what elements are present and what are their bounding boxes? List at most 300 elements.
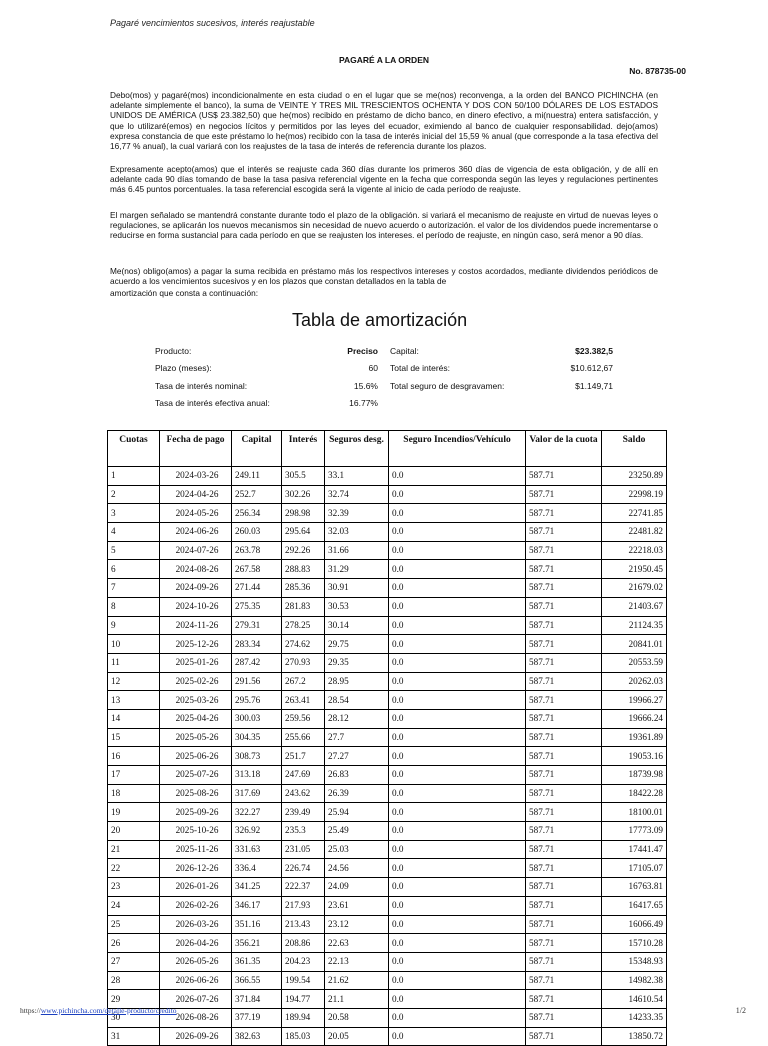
table-row xyxy=(108,1008,667,1027)
cell-fecha: 2025-08-26 xyxy=(160,784,232,803)
cell-seguro-incendios: 0.0 xyxy=(389,1008,526,1027)
cell-seguro-desg: 28.54 xyxy=(325,691,389,710)
cell-interes: 243.62 xyxy=(282,784,325,803)
cell-fecha: 2025-04-26 xyxy=(160,709,232,728)
table-row xyxy=(108,467,667,486)
header-valor-cuota: Valor de la cuota xyxy=(526,431,602,467)
cell-seguro-desg: 22.13 xyxy=(325,952,389,971)
cell-valor-cuota: 587.71 xyxy=(526,728,602,747)
cell-saldo: 17105.07 xyxy=(602,859,667,878)
cell-valor-cuota: 587.71 xyxy=(526,896,602,915)
cell-capital: 300.03 xyxy=(232,709,282,728)
cell-capital: 260.03 xyxy=(232,523,282,542)
tasa-nominal-label: Tasa de interés nominal: xyxy=(155,381,248,391)
cell-fecha: 2026-07-26 xyxy=(160,990,232,1009)
paragraph-terms: Debo(mos) y pagaré(mos) incondicionalmente en esta ciudad o en el lugar que se me(nos) reconvenga, a la orden del BANCO PICHINCHA (en adelante simplemente el banco), la suma de VEINTE Y TRES MIL TRESCIENTOS OCHENTA Y DOS CON 50/100 DÓLARES DE LOS ESTADOS UNIDOS DE AMÉRICA (US$ 23.382,50) que he(mos) recibido en préstamo de dicho banco, en dinero efectivo, a mi(nuestra) entera satisfacción, y que lo utilizaré(emos) en negocios lícitos y permitidos por las leyes del ecuador, eximiendo al banco de cualquier responsabilidad. dejo(amos) expresa constancia de que este préstamo lo he(mos) recibido con la tasa de interés inicial del 15,59 % anual (que corresponde a la tasa efectiva del 16,77 % anual), la cual variará con los reajustes de la tasa de interés de referencia durante los plazos. xyxy=(110,90,658,152)
cell-seguro-incendios: 0.0 xyxy=(389,523,526,542)
table-row xyxy=(108,822,667,841)
cell-valor-cuota: 587.71 xyxy=(526,840,602,859)
cell-saldo: 16763.81 xyxy=(602,878,667,897)
cell-saldo: 15710.28 xyxy=(602,934,667,953)
cell-saldo: 19666.24 xyxy=(602,709,667,728)
cell-seguro-desg: 22.63 xyxy=(325,934,389,953)
cell-saldo: 21124.35 xyxy=(602,616,667,635)
cell-valor-cuota: 587.71 xyxy=(526,822,602,841)
cell-interes: 305.5 xyxy=(282,467,325,486)
cell-saldo: 21950.45 xyxy=(602,560,667,579)
cell-cuota: 27 xyxy=(108,952,160,971)
cell-valor-cuota: 587.71 xyxy=(526,523,602,542)
table-row xyxy=(108,971,667,990)
cell-fecha: 2025-03-26 xyxy=(160,691,232,710)
table-row xyxy=(108,952,667,971)
cell-fecha: 2026-05-26 xyxy=(160,952,232,971)
cell-fecha: 2024-08-26 xyxy=(160,560,232,579)
cell-seguro-desg: 25.94 xyxy=(325,803,389,822)
cell-capital: 295.76 xyxy=(232,691,282,710)
header-seguros-desg: Seguros desg. xyxy=(325,431,389,467)
table-row xyxy=(108,840,667,859)
table-row xyxy=(108,616,667,635)
cell-seguro-desg: 33.1 xyxy=(325,467,389,486)
cell-valor-cuota: 587.71 xyxy=(526,784,602,803)
cell-valor-cuota: 587.71 xyxy=(526,803,602,822)
cell-seguro-desg: 29.35 xyxy=(325,653,389,672)
cell-capital: 331.63 xyxy=(232,840,282,859)
cell-interes: 189.94 xyxy=(282,1008,325,1027)
cell-capital: 361.35 xyxy=(232,952,282,971)
cell-valor-cuota: 587.71 xyxy=(526,971,602,990)
cell-seguro-desg: 31.29 xyxy=(325,560,389,579)
cell-interes: 295.64 xyxy=(282,523,325,542)
table-row xyxy=(108,560,667,579)
seguro-desgravamen-label: Total seguro de desgravamen: xyxy=(390,381,505,391)
plazo-label: Plazo (meses): xyxy=(155,363,212,373)
cell-fecha: 2026-04-26 xyxy=(160,934,232,953)
cell-seguro-incendios: 0.0 xyxy=(389,579,526,598)
cell-fecha: 2026-12-26 xyxy=(160,859,232,878)
table-row xyxy=(108,672,667,691)
paragraph-obligation: Me(nos) obligo(amos) a pagar la suma recibida en préstamo más los respectivos intereses y costos acordados, mediante dividendos periódicos de acuerdo a los vencimientos sucesivos y en los plazos que constan detallados en la tabla de xyxy=(110,266,658,287)
cell-saldo: 19361.89 xyxy=(602,728,667,747)
cell-capital: 341.25 xyxy=(232,878,282,897)
cell-seguro-desg: 23.61 xyxy=(325,896,389,915)
cell-capital: 356.21 xyxy=(232,934,282,953)
cell-cuota: 21 xyxy=(108,840,160,859)
cell-saldo: 22741.85 xyxy=(602,504,667,523)
cell-fecha: 2024-10-26 xyxy=(160,597,232,616)
cell-cuota: 15 xyxy=(108,728,160,747)
plazo-value: 60 xyxy=(368,363,378,373)
cell-saldo: 16417.65 xyxy=(602,896,667,915)
cell-interes: 208.86 xyxy=(282,934,325,953)
cell-seguro-desg: 26.83 xyxy=(325,766,389,785)
table-row xyxy=(108,728,667,747)
cell-fecha: 2026-01-26 xyxy=(160,878,232,897)
cell-seguro-desg: 30.14 xyxy=(325,616,389,635)
cell-seguro-incendios: 0.0 xyxy=(389,747,526,766)
cell-seguro-desg: 28.12 xyxy=(325,709,389,728)
table-row xyxy=(108,541,667,560)
cell-seguro-incendios: 0.0 xyxy=(389,467,526,486)
cell-interes: 288.83 xyxy=(282,560,325,579)
cell-valor-cuota: 587.71 xyxy=(526,952,602,971)
cell-valor-cuota: 587.71 xyxy=(526,672,602,691)
cell-saldo: 13850.72 xyxy=(602,1027,667,1046)
cell-seguro-incendios: 0.0 xyxy=(389,896,526,915)
tasa-efectiva-value: 16.77% xyxy=(349,398,378,408)
amortization-heading: Tabla de amortización xyxy=(292,310,468,330)
cell-capital: 279.31 xyxy=(232,616,282,635)
cell-seguro-incendios: 0.0 xyxy=(389,616,526,635)
cell-interes: 274.62 xyxy=(282,635,325,654)
cell-valor-cuota: 587.71 xyxy=(526,485,602,504)
cell-seguro-incendios: 0.0 xyxy=(389,635,526,654)
cell-fecha: 2024-04-26 xyxy=(160,485,232,504)
table-row xyxy=(108,1027,667,1046)
cell-valor-cuota: 587.71 xyxy=(526,504,602,523)
header-interes: Interés xyxy=(282,431,325,467)
cell-interes: 278.25 xyxy=(282,616,325,635)
cell-cuota: 6 xyxy=(108,560,160,579)
cell-seguro-incendios: 0.0 xyxy=(389,803,526,822)
cell-capital: 256.34 xyxy=(232,504,282,523)
cell-valor-cuota: 587.71 xyxy=(526,597,602,616)
cell-capital: 377.19 xyxy=(232,1008,282,1027)
cell-seguro-incendios: 0.0 xyxy=(389,597,526,616)
cell-saldo: 20553.59 xyxy=(602,653,667,672)
cell-cuota: 26 xyxy=(108,934,160,953)
cell-cuota: 24 xyxy=(108,896,160,915)
cell-seguro-desg: 25.03 xyxy=(325,840,389,859)
cell-interes: 199.54 xyxy=(282,971,325,990)
page-number: 1/2 xyxy=(735,1006,746,1015)
cell-seguro-desg: 30.91 xyxy=(325,579,389,598)
table-row xyxy=(108,803,667,822)
amortization-table-body xyxy=(108,467,667,1046)
cell-saldo: 14982.38 xyxy=(602,971,667,990)
table-row xyxy=(108,766,667,785)
footer-url-prefix: https:// xyxy=(20,1006,41,1015)
total-interes-value: $10.612,67 xyxy=(570,363,613,373)
cell-fecha: 2025-02-26 xyxy=(160,672,232,691)
cell-interes: 185.03 xyxy=(282,1027,325,1046)
cell-valor-cuota: 587.71 xyxy=(526,709,602,728)
cell-seguro-incendios: 0.0 xyxy=(389,915,526,934)
paragraph-margin: El margen señalado se mantendrá constante durante todo el plazo de la obligación. si variará el mecanismo de reajuste en virtud de nuevas leyes o regulaciones, se aplicarán los nuevos mecanismos sin necesidad de nuevo acuerdo o autorización. el valor de los dividendos puede incrementarse o reducirse en forma sustancial para cada período en que se reajusten los intereses. el período de reajuste, en ningún caso, será menor a 90 días. xyxy=(110,210,658,241)
header-cuotas: Cuotas xyxy=(108,431,160,467)
table-row xyxy=(108,915,667,934)
document-title: PAGARÉ A LA ORDEN xyxy=(338,55,430,65)
cell-interes: 281.83 xyxy=(282,597,325,616)
cell-seguro-desg: 21.1 xyxy=(325,990,389,1009)
cell-fecha: 2025-11-26 xyxy=(160,840,232,859)
cell-seguro-desg: 28.95 xyxy=(325,672,389,691)
cell-valor-cuota: 587.71 xyxy=(526,467,602,486)
cell-cuota: 12 xyxy=(108,672,160,691)
cell-cuota: 3 xyxy=(108,504,160,523)
cell-seguro-desg: 21.62 xyxy=(325,971,389,990)
cell-seguro-incendios: 0.0 xyxy=(389,784,526,803)
cell-cuota: 1 xyxy=(108,467,160,486)
cell-seguro-desg: 24.09 xyxy=(325,878,389,897)
cell-capital: 317.69 xyxy=(232,784,282,803)
cell-cuota: 10 xyxy=(108,635,160,654)
cell-fecha: 2026-02-26 xyxy=(160,896,232,915)
cell-seguro-incendios: 0.0 xyxy=(389,709,526,728)
cell-cuota: 31 xyxy=(108,1027,160,1046)
table-row xyxy=(108,635,667,654)
cell-seguro-incendios: 0.0 xyxy=(389,691,526,710)
cell-cuota: 11 xyxy=(108,653,160,672)
cell-cuota: 28 xyxy=(108,971,160,990)
cell-saldo: 22998.19 xyxy=(602,485,667,504)
cell-saldo: 17773.09 xyxy=(602,822,667,841)
table-row xyxy=(108,896,667,915)
cell-valor-cuota: 587.71 xyxy=(526,1027,602,1046)
header-saldo: Saldo xyxy=(602,431,667,467)
cell-seguro-desg: 31.66 xyxy=(325,541,389,560)
document-type: Pagaré vencimientos sucesivos, interés reajustable xyxy=(110,18,315,28)
cell-cuota: 13 xyxy=(108,691,160,710)
cell-cuota: 8 xyxy=(108,597,160,616)
cell-seguro-desg: 25.49 xyxy=(325,822,389,841)
cell-valor-cuota: 587.71 xyxy=(526,1008,602,1027)
table-row xyxy=(108,934,667,953)
table-row xyxy=(108,990,667,1009)
cell-saldo: 19966.27 xyxy=(602,691,667,710)
cell-valor-cuota: 587.71 xyxy=(526,766,602,785)
table-row xyxy=(108,485,667,504)
cell-capital: 271.44 xyxy=(232,579,282,598)
cell-valor-cuota: 587.71 xyxy=(526,915,602,934)
cell-capital: 283.34 xyxy=(232,635,282,654)
cell-capital: 382.63 xyxy=(232,1027,282,1046)
cell-seguro-incendios: 0.0 xyxy=(389,766,526,785)
cell-cuota: 20 xyxy=(108,822,160,841)
cell-cuota: 18 xyxy=(108,784,160,803)
cell-valor-cuota: 587.71 xyxy=(526,934,602,953)
cell-valor-cuota: 587.71 xyxy=(526,990,602,1009)
cell-interes: 285.36 xyxy=(282,579,325,598)
table-row xyxy=(108,709,667,728)
cell-fecha: 2025-06-26 xyxy=(160,747,232,766)
cell-capital: 371.84 xyxy=(232,990,282,1009)
cell-cuota: 22 xyxy=(108,859,160,878)
cell-fecha: 2024-06-26 xyxy=(160,523,232,542)
cell-saldo: 20262.03 xyxy=(602,672,667,691)
cell-fecha: 2024-05-26 xyxy=(160,504,232,523)
cell-saldo: 14610.54 xyxy=(602,990,667,1009)
cell-interes: 251.7 xyxy=(282,747,325,766)
cell-cuota: 4 xyxy=(108,523,160,542)
cell-fecha: 2025-07-26 xyxy=(160,766,232,785)
cell-seguro-incendios: 0.0 xyxy=(389,485,526,504)
cell-seguro-incendios: 0.0 xyxy=(389,990,526,1009)
table-row xyxy=(108,878,667,897)
producto-value: Preciso xyxy=(347,346,378,356)
cell-fecha: 2026-09-26 xyxy=(160,1027,232,1046)
table-row xyxy=(108,579,667,598)
table-row xyxy=(108,784,667,803)
cell-seguro-incendios: 0.0 xyxy=(389,1027,526,1046)
cell-seguro-desg: 27.27 xyxy=(325,747,389,766)
cell-seguro-incendios: 0.0 xyxy=(389,728,526,747)
cell-fecha: 2024-07-26 xyxy=(160,541,232,560)
cell-valor-cuota: 587.71 xyxy=(526,691,602,710)
cell-seguro-incendios: 0.0 xyxy=(389,504,526,523)
producto-label: Producto: xyxy=(155,346,192,356)
tasa-efectiva-label: Tasa de interés efectiva anual: xyxy=(155,398,270,408)
cell-capital: 275.35 xyxy=(232,597,282,616)
cell-cuota: 23 xyxy=(108,878,160,897)
capital-value: $23.382,5 xyxy=(575,346,613,356)
cell-cuota: 2 xyxy=(108,485,160,504)
cell-seguro-incendios: 0.0 xyxy=(389,878,526,897)
cell-interes: 235.3 xyxy=(282,822,325,841)
cell-saldo: 22481.82 xyxy=(602,523,667,542)
table-row xyxy=(108,747,667,766)
cell-seguro-incendios: 0.0 xyxy=(389,971,526,990)
cell-fecha: 2025-01-26 xyxy=(160,653,232,672)
cell-saldo: 18422.28 xyxy=(602,784,667,803)
cell-interes: 239.49 xyxy=(282,803,325,822)
cell-fecha: 2025-12-26 xyxy=(160,635,232,654)
cell-capital: 346.17 xyxy=(232,896,282,915)
cell-capital: 366.55 xyxy=(232,971,282,990)
cell-cuota: 30 xyxy=(108,1008,160,1027)
cell-capital: 291.56 xyxy=(232,672,282,691)
cell-capital: 252.7 xyxy=(232,485,282,504)
cell-seguro-desg: 20.58 xyxy=(325,1008,389,1027)
cell-interes: 255.66 xyxy=(282,728,325,747)
cell-valor-cuota: 587.71 xyxy=(526,616,602,635)
cell-seguro-incendios: 0.0 xyxy=(389,840,526,859)
cell-interes: 213.43 xyxy=(282,915,325,934)
cell-capital: 326.92 xyxy=(232,822,282,841)
cell-fecha: 2025-10-26 xyxy=(160,822,232,841)
cell-fecha: 2026-06-26 xyxy=(160,971,232,990)
cell-cuota: 16 xyxy=(108,747,160,766)
cell-valor-cuota: 587.71 xyxy=(526,541,602,560)
footer-url xyxy=(20,1006,177,1015)
cell-cuota: 9 xyxy=(108,616,160,635)
cell-valor-cuota: 587.71 xyxy=(526,635,602,654)
cell-interes: 270.93 xyxy=(282,653,325,672)
cell-saldo: 15348.93 xyxy=(602,952,667,971)
cell-valor-cuota: 587.71 xyxy=(526,560,602,579)
cell-capital: 304.35 xyxy=(232,728,282,747)
cell-seguro-desg: 20.05 xyxy=(325,1027,389,1046)
document-number: No. 878735-00 xyxy=(629,66,686,76)
cell-seguro-desg: 29.75 xyxy=(325,635,389,654)
cell-saldo: 19053.16 xyxy=(602,747,667,766)
cell-fecha: 2024-03-26 xyxy=(160,467,232,486)
cell-saldo: 14233.35 xyxy=(602,1008,667,1027)
cell-fecha: 2024-11-26 xyxy=(160,616,232,635)
cell-saldo: 22218.03 xyxy=(602,541,667,560)
cell-seguro-incendios: 0.0 xyxy=(389,672,526,691)
header-capital: Capital xyxy=(232,431,282,467)
cell-interes: 231.05 xyxy=(282,840,325,859)
cell-cuota: 5 xyxy=(108,541,160,560)
cell-saldo: 17441.47 xyxy=(602,840,667,859)
cell-seguro-incendios: 0.0 xyxy=(389,541,526,560)
cell-interes: 217.93 xyxy=(282,896,325,915)
cell-saldo: 18100.01 xyxy=(602,803,667,822)
footer-url-link[interactable]: www.pichincha.com/detalle-producto/credito xyxy=(40,1006,177,1015)
cell-interes: 204.23 xyxy=(282,952,325,971)
table-row xyxy=(108,653,667,672)
cell-valor-cuota: 587.71 xyxy=(526,859,602,878)
cell-seguro-incendios: 0.0 xyxy=(389,653,526,672)
cell-fecha: 2026-08-26 xyxy=(160,1008,232,1027)
cell-seguro-incendios: 0.0 xyxy=(389,822,526,841)
table-row xyxy=(108,504,667,523)
cell-capital: 263.78 xyxy=(232,541,282,560)
cell-interes: 247.69 xyxy=(282,766,325,785)
cell-seguro-incendios: 0.0 xyxy=(389,934,526,953)
cell-interes: 302.26 xyxy=(282,485,325,504)
cell-seguro-incendios: 0.0 xyxy=(389,859,526,878)
cell-cuota: 7 xyxy=(108,579,160,598)
cell-valor-cuota: 587.71 xyxy=(526,747,602,766)
cell-interes: 194.77 xyxy=(282,990,325,1009)
cell-saldo: 23250.89 xyxy=(602,467,667,486)
cell-saldo: 21403.67 xyxy=(602,597,667,616)
cell-seguro-desg: 30.53 xyxy=(325,597,389,616)
cell-cuota: 29 xyxy=(108,990,160,1009)
cell-saldo: 20841.01 xyxy=(602,635,667,654)
cell-capital: 287.42 xyxy=(232,653,282,672)
cell-interes: 263.41 xyxy=(282,691,325,710)
table-row xyxy=(108,523,667,542)
table-row xyxy=(108,597,667,616)
capital-label: Capital: xyxy=(390,346,419,356)
header-seguro-incendios: Seguro Incendios/Vehículo xyxy=(389,431,526,467)
table-row xyxy=(108,859,667,878)
cell-fecha: 2026-03-26 xyxy=(160,915,232,934)
seguro-desgravamen-value: $1.149,71 xyxy=(575,381,613,391)
cell-cuota: 17 xyxy=(108,766,160,785)
cell-interes: 292.26 xyxy=(282,541,325,560)
cell-seguro-incendios: 0.0 xyxy=(389,952,526,971)
cell-cuota: 25 xyxy=(108,915,160,934)
cell-cuota: 14 xyxy=(108,709,160,728)
cell-capital: 249.11 xyxy=(232,467,282,486)
cell-saldo: 16066.49 xyxy=(602,915,667,934)
cell-capital: 322.27 xyxy=(232,803,282,822)
paragraph-interest-adjustment: Expresamente acepto(amos) que el interés se reajuste cada 360 días durante los primeros 360 días de vigencia de esta obligación, y de allí en adelante cada 90 días tomando de base la tasa pasiva referencial vigente en la fecha que corresponda según las leyes y regulaciones pertinentes más 6.45 puntos porcentuales. la tasa referencial escogida será la vigente al inicio de cada período de reajuste. xyxy=(110,164,658,195)
cell-capital: 351.16 xyxy=(232,915,282,934)
cell-seguro-desg: 26.39 xyxy=(325,784,389,803)
cell-capital: 267.58 xyxy=(232,560,282,579)
cell-seguro-desg: 24.56 xyxy=(325,859,389,878)
cell-valor-cuota: 587.71 xyxy=(526,878,602,897)
cell-seguro-desg: 27.7 xyxy=(325,728,389,747)
cell-capital: 308.73 xyxy=(232,747,282,766)
header-fecha-de-pago: Fecha de pago xyxy=(160,431,232,467)
cell-interes: 226.74 xyxy=(282,859,325,878)
cell-interes: 298.98 xyxy=(282,504,325,523)
total-interes-label: Total de interés: xyxy=(390,363,451,373)
cell-capital: 336.4 xyxy=(232,859,282,878)
cell-fecha: 2025-09-26 xyxy=(160,803,232,822)
cell-seguro-desg: 32.03 xyxy=(325,523,389,542)
cell-saldo: 21679.02 xyxy=(602,579,667,598)
cell-capital: 313.18 xyxy=(232,766,282,785)
paragraph-obligation-end: amortización que consta a continuación: xyxy=(110,288,259,298)
